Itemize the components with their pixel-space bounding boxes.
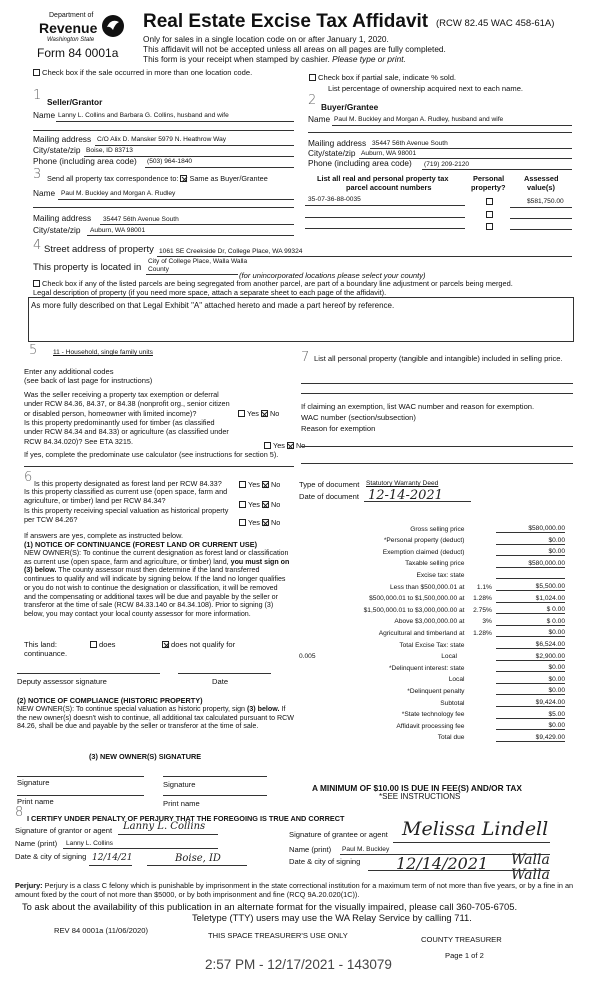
calc-value[interactable]: $0.00 [496, 718, 565, 730]
note3-text: This form is your receipt when stamped by cashier. [143, 54, 330, 64]
notice-compliance-text [17, 705, 295, 731]
buyer-name-field[interactable]: Paul M. Buckley and Morgan A. Rudley, husband and wife [334, 116, 504, 123]
calc-rate [464, 567, 495, 579]
print-name-line-2 [163, 795, 267, 796]
n1-text-a: NEW OWNER(S): To continue the current designation as forest land or classification as current use (open space, farm and agriculture, or timber) land, [24, 549, 289, 566]
new-owner-signature-title: (3) NEW OWNER(S) SIGNATURE [89, 752, 202, 761]
reason-line-1 [301, 446, 573, 447]
calc-value[interactable]: $6,524.00 [496, 637, 565, 649]
print-name-label-2: Print name [163, 799, 200, 808]
calc-label: Agricultural and timberland at [378, 629, 465, 637]
calc-value[interactable]: $1,024.00 [496, 591, 565, 603]
section-4-number: 4 [33, 238, 42, 253]
n1-text-b: The county assessor must then determine if the land transferred continues to qualify and will indicate by signing below. If the land no longer qualifies or you do not wish to continue the designation or classification, it will be removed and the compensating or additional taxes will be due and payable by the seller or transferor at the time of sale (RCW 84.33.140 or 84.34.108). Prior to signing (3) below, you may contact your local county assessor for more information. [24, 566, 286, 618]
historic-yes-checkbox[interactable] [239, 519, 246, 526]
reason-label: Reason for exemption [301, 424, 376, 433]
calc-row [299, 707, 565, 719]
dept-of: Department of [49, 12, 94, 19]
calc-label: Less than $500,000.01 at [390, 583, 465, 591]
deputy-date-line [178, 673, 271, 674]
calc-label: Local [448, 676, 465, 684]
partial-sale-label: Check box if partial sale, indicate % sold. [318, 73, 457, 82]
buyer-mailing-line [370, 148, 572, 149]
parcel-value-line-2 [510, 218, 572, 219]
form-number: Form 84 0001a [37, 46, 119, 60]
calc-row [299, 695, 565, 707]
seller-name-field[interactable]: Lanny L. Collins and Barbara G. Collins, husband and wife [58, 112, 229, 119]
personal-property-line-2 [301, 393, 573, 394]
section-1-number: 1 [33, 88, 42, 103]
calc-value[interactable]: $0.00 [496, 660, 565, 672]
notice-compliance-title: (2) NOTICE OF COMPLIANCE (HISTORIC PROPERTY) [17, 696, 203, 705]
seller-city-field[interactable]: Boise, ID 83713 [86, 147, 133, 154]
county-treasurer: COUNTY TREASURER [421, 935, 502, 944]
same-as-buyer-label: Same as Buyer/Grantee [189, 174, 268, 183]
corr-name-field[interactable]: Paul M. Buckley and Morgan A. Rudley [61, 190, 176, 197]
calc-value[interactable]: $ 0.00 [496, 602, 565, 614]
current-use-no-label: No [270, 500, 281, 509]
parcel-personal-checkbox-2[interactable] [486, 211, 493, 218]
calc-rate [464, 707, 495, 719]
correspondence-label: Send all property tax correspondence to: [47, 174, 179, 183]
exemption-yes-label: Yes [247, 409, 259, 418]
calc-label: $500,000.01 to $1,500,000.00 at [369, 595, 465, 603]
exemption-no-label: No [269, 409, 280, 418]
section-5-number: 5 [29, 343, 38, 358]
assessed-heading-1: Assessed [524, 174, 559, 183]
n1-bold: you must sign on (3) below. [24, 557, 290, 575]
exemption-no-checkbox[interactable] [261, 410, 268, 417]
correspondence-row [47, 174, 268, 183]
does-qualify-checkbox[interactable] [90, 641, 97, 648]
personal-property-line-1 [301, 383, 573, 384]
parcel-personal-checkbox-3[interactable] [486, 223, 493, 230]
calc-label: Excise tax: state [416, 571, 465, 579]
calc-rate [464, 660, 495, 672]
grantee-name-field[interactable]: Paul M. Buckley [342, 846, 390, 853]
timber-yes-label: Yes [273, 441, 285, 450]
current-use-no-checkbox[interactable] [262, 501, 269, 508]
minimum-due-line: A MINIMUM OF $10.00 IS DUE IN FEE(S) AND/OR TAX [312, 783, 522, 793]
buyer-blank-line [308, 132, 572, 133]
this-land-label: This land: [24, 640, 57, 649]
city-field[interactable]: City of College Place, Walla Walla [148, 258, 248, 265]
grantor-date-line [89, 865, 132, 866]
calc-value[interactable]: $580,000.00 [496, 556, 565, 568]
grantor-date-field[interactable]: 12/14/21 [92, 853, 133, 863]
document-date-label: Date of document [299, 492, 359, 501]
calc-label: *Delinquent interest: state [388, 664, 465, 672]
calc-rate: 2.75% [473, 606, 492, 614]
calc-label: Total Excise Tax: state [399, 641, 465, 649]
grantor-signature[interactable]: Lanny L. Collins [123, 821, 206, 832]
calc-row [299, 625, 565, 637]
calc-value[interactable] [496, 567, 565, 579]
calc-rate: 1.1% [476, 583, 492, 591]
assessed-heading-2: value(s) [527, 183, 555, 192]
parcel-personal-checkbox-1[interactable] [486, 198, 493, 205]
dept-state: Washington State [47, 37, 95, 43]
does-not-qualify-checkbox[interactable] [162, 641, 169, 648]
does-not-option [162, 640, 235, 649]
calc-rate [464, 730, 495, 742]
perjury-notice [15, 881, 587, 899]
calc-row [299, 730, 565, 742]
located-label: This property is located in [33, 262, 142, 273]
calc-row [299, 556, 565, 568]
document-date-line [364, 501, 471, 502]
corr-city-line [87, 235, 294, 236]
segregated-row [33, 279, 513, 288]
calc-value[interactable]: $0.00 [496, 672, 565, 684]
calc-value[interactable]: $5.00 [496, 707, 565, 719]
corr-mailing-field[interactable]: 35447 56th Avenue South [103, 216, 179, 223]
note3-italic: Please type or print. [332, 54, 406, 64]
buyer-phone-field[interactable]: (719) 209-2120 [424, 161, 470, 168]
calc-rate [464, 637, 495, 649]
partial-sale-row [309, 73, 456, 82]
calc-row [299, 533, 565, 545]
buyer-name-label: Name [308, 114, 331, 124]
calc-row [299, 591, 565, 603]
multi-location-label: Check box if the sale occurred in more than one location code. [42, 68, 253, 77]
exemption-instructions: If claiming an exemption, list WAC number and reason for exemption. [301, 402, 535, 411]
buyer-phone-line [422, 169, 572, 170]
legal-box[interactable] [28, 297, 574, 342]
legal-text: As more fully described on that Legal Exhibit "A" attached hereto and made a part hereof by reference. [31, 301, 395, 310]
revision: REV 84 0001a (11/06/2020) [54, 926, 149, 935]
calc-value[interactable]: $9,429.00 [496, 730, 565, 742]
buyer-name-line [332, 125, 572, 126]
seller-mailing-label: Mailing address [33, 134, 92, 144]
seller-mailing-field[interactable]: C/O Alix D. Mansker 5979 N. Heathrow Way [97, 136, 227, 143]
exemption-question: Was the seller receiving a property tax exemption or deferral under RCW 84.36, 84.37, or 84.38 (nonprofit org., senior citizen or disabled person, homeowner with limited income)? [24, 390, 230, 418]
calc-rate [464, 718, 495, 730]
buyer-mailing-field[interactable]: 35447 56th Avenue South [372, 140, 448, 147]
calc-row [299, 544, 565, 556]
calc-value[interactable]: $2,900.00 [496, 649, 565, 661]
seller-name-line [56, 121, 294, 122]
historic-no-checkbox[interactable] [262, 519, 269, 526]
corr-name-label: Name [33, 188, 56, 198]
parcel-line-1 [305, 205, 465, 206]
document-type-label: Type of document [299, 480, 360, 489]
buyer-phone-label: Phone (including area code) [308, 158, 412, 168]
parcel-personal-3 [486, 222, 495, 231]
current-use-question: Is this property classified as current use (open space, farm and agriculture, or timber) land per RCW 84.34? [24, 487, 228, 505]
calc-label: Subtotal [440, 699, 465, 707]
calc-label: Local [441, 653, 457, 661]
calc-label-wrap [299, 649, 464, 661]
grantor-sig-label: Signature of grantor or agent [15, 826, 113, 835]
section-3-number: 3 [33, 167, 42, 182]
corr-city-field[interactable]: Auburn, WA 98001 [90, 227, 146, 234]
section-7-number: 7 [301, 350, 310, 365]
seller-phone-line [145, 167, 294, 168]
dor-logo [9, 8, 129, 64]
calc-rate [464, 695, 495, 707]
rcw-reference: (RCW 82.45 WAC 458-61A) [436, 18, 555, 29]
header-note-3 [143, 54, 406, 64]
county-field[interactable]: County [148, 266, 169, 273]
signature-label-2: Signature [163, 780, 196, 789]
document-date-field[interactable]: 12-14-2021 [368, 488, 443, 503]
print-name-line-1 [17, 795, 144, 796]
section-2-number: 2 [308, 93, 317, 108]
grantee-sig-line [393, 842, 550, 843]
current-use-yes-checkbox[interactable] [239, 501, 246, 508]
parcel-line-3 [305, 228, 465, 229]
multi-location-checkbox[interactable] [33, 69, 40, 76]
parcel-number-1[interactable]: 35-07-36-88-0035 [308, 196, 361, 203]
calc-label: Above $3,000,000.00 at [394, 618, 465, 626]
certify-heading: I CERTIFY UNDER PENALTY OF PERJURY THAT THE FOREGOING IS TRUE AND CORRECT [27, 814, 345, 823]
tax-calculation-table [299, 521, 565, 742]
unincorporated-note: (for unincorporated locations please select your county) [239, 271, 426, 280]
see-back-label: (see back of last page for instructions) [24, 376, 153, 385]
street-label: Street address of property [44, 244, 154, 255]
answers-instructions: If answers are yes, complete as instructed below. [24, 531, 183, 540]
see-instructions: *SEE INSTRUCTIONS [379, 792, 461, 801]
calc-label: $1,500,000.01 to $3,000,000.00 at [363, 606, 465, 614]
grantee-sig-label: Signature of grantee or agent [289, 830, 388, 839]
grantor-name-line [63, 848, 218, 849]
calc-value[interactable]: $ 0.00 [496, 614, 565, 626]
calc-value[interactable]: $0.00 [496, 683, 565, 695]
calc-label: *State technology fee [401, 711, 465, 719]
parcel-value-1[interactable]: $581,750.00 [527, 198, 564, 205]
header-note-2: This affidavit will not be accepted unless all areas on all pages are fully completed. [143, 44, 446, 54]
new-owner-sig-line-1 [17, 776, 144, 777]
historic-yes-label: Yes [248, 518, 260, 527]
seller-blank-line [33, 130, 294, 131]
land-use-code[interactable]: 11 - Household, single family units [53, 349, 153, 356]
washington-logo-icon [101, 14, 125, 38]
calc-rate: 1.28% [473, 595, 492, 603]
timber-no-label: No [295, 441, 306, 450]
parcel-line-2 [305, 217, 465, 218]
forest-question: Is this property designated as forest land per RCW 84.33? [34, 479, 222, 488]
calc-row [299, 614, 565, 626]
grantor-city-line [147, 865, 247, 866]
predominate-note: If yes, complete the predominate use calculator (see instructions for section 5). [24, 450, 279, 459]
personal-heading-1: Personal [473, 174, 505, 183]
n2-text-b: If the new owner(s) doesn't wish to continue, all additional tax calculated pursuant to RCW 84.26, shall be due and payable by the seller or transferor at the time of sale. [17, 705, 294, 731]
exemption-yes-checkbox[interactable] [238, 410, 245, 417]
calc-label: *Delinquent penalty [407, 687, 465, 695]
calc-label: Total due [437, 734, 465, 742]
timber-yes-checkbox[interactable] [264, 442, 271, 449]
buyer-city-label: City/state/zip [308, 148, 356, 158]
parcels-heading-1: List all real and personal property tax [317, 174, 449, 183]
does-option [90, 640, 115, 649]
historic-answer [239, 518, 280, 527]
forest-yes-label: Yes [248, 480, 260, 489]
deputy-sig-line [17, 673, 160, 674]
seller-city-label: City/state/zip [33, 145, 81, 155]
notice-continuance-title: (1) NOTICE OF CONTINUANCE (FOREST LAND OR CURRENT USE) [24, 540, 258, 549]
corr-blank-line [33, 207, 294, 208]
print-name-label-1: Print name [17, 797, 54, 806]
current-use-answer [239, 500, 280, 509]
tty-note: Teletype (TTY) users may use the WA Relay Service by calling 711. [192, 912, 472, 923]
list-percentage: List percentage of ownership acquired next to each name. [328, 84, 524, 93]
timber-question: Is this property predominantly used for timber (as classified under RCW 84.34 and 84.33) or agriculture (as classified under RCW 84.34.020)? See ETA 3215. [24, 418, 229, 446]
corr-mailing-label: Mailing address [33, 213, 92, 223]
seller-mailing-line [95, 145, 294, 146]
reason-line-2 [301, 463, 573, 464]
deputy-date-label: Date [212, 677, 229, 686]
signature-label-1: Signature [17, 778, 50, 787]
forest-answer [239, 480, 280, 489]
personal-property-question: List all personal property (tangible and intangible) included in selling price. [314, 354, 563, 363]
partial-sale-checkbox[interactable] [309, 74, 316, 81]
calc-rate: 0.005 [299, 653, 316, 661]
calc-spacer [464, 649, 495, 661]
grantor-city-field[interactable]: Boise, ID [175, 853, 221, 864]
forest-no-label: No [270, 480, 281, 489]
perjury-bold: Perjury: [15, 881, 43, 890]
notice-continuance-text [24, 549, 290, 619]
deputy-signature-label: Deputy assessor signature [17, 677, 107, 686]
does-not-qualify-label: does not qualify for [171, 640, 236, 649]
grantee-signature[interactable]: Melissa Lindell [402, 818, 549, 840]
grantee-city-field[interactable]: Walla Walla [511, 852, 550, 883]
seller-name-label: Name [33, 110, 56, 120]
calc-row [299, 637, 565, 649]
timber-answer [264, 441, 305, 450]
document-type-field[interactable]: Statutory Warranty Deed [366, 480, 439, 487]
calc-row [299, 672, 565, 684]
corr-mailing-line [100, 224, 294, 225]
calc-row [299, 579, 565, 591]
alternate-format-note: To ask about the availability of this publication in an alternate format for the visually impaired, please call 360-705-6705. [22, 901, 518, 912]
parcel-value-line-1 [510, 207, 572, 208]
n2-text-a: NEW OWNER(S): To continue special valuation as historic property, sign [17, 705, 246, 713]
current-use-yes-label: Yes [248, 500, 260, 509]
calc-value[interactable]: $580,000.00 [496, 521, 565, 533]
calc-label: Affidavit processing fee [396, 722, 465, 730]
calc-value[interactable]: $9,424.00 [496, 695, 565, 707]
recording-stamp: 2:57 PM - 12/17/2021 - 143079 [205, 957, 392, 972]
calc-value[interactable]: $0.00 [496, 533, 565, 545]
historic-no-label: No [270, 518, 281, 527]
section-6-number: 6 [24, 470, 33, 485]
calc-row [299, 718, 565, 730]
calc-label: Taxable selling price [405, 560, 465, 568]
calc-value[interactable]: $0.00 [496, 625, 565, 637]
enter-codes-label: Enter any additional codes [24, 367, 114, 376]
calc-rate [464, 521, 495, 533]
exemption-answer [238, 409, 279, 418]
buyer-city-field[interactable]: Auburn, WA 98001 [361, 150, 417, 157]
does-qualify-label: does [99, 640, 116, 649]
multi-location-row [33, 68, 252, 77]
new-owner-sig-line-2 [163, 776, 267, 777]
parcel-personal-1 [486, 197, 495, 206]
calc-row [299, 683, 565, 695]
segregated-checkbox[interactable] [33, 280, 40, 287]
calc-value[interactable]: $5,500.00 [496, 579, 565, 591]
grantee-date-line [368, 870, 550, 871]
calc-rate [464, 533, 495, 545]
calc-rate [464, 683, 495, 695]
treasurer-space: THIS SPACE TREASURER'S USE ONLY [208, 931, 348, 940]
calc-row [299, 660, 565, 672]
seller-phone-field[interactable]: (503) 964-1840 [147, 158, 193, 165]
street-field[interactable]: 1061 SE Creekside Dr, College Place, WA 99324 [159, 248, 303, 255]
forest-yes-checkbox[interactable] [239, 481, 246, 488]
page-number: Page 1 of 2 [445, 951, 484, 960]
seller-heading: Seller/Grantor [47, 97, 103, 107]
buyer-heading: Buyer/Grantee [321, 102, 379, 112]
forest-no-checkbox[interactable] [262, 481, 269, 488]
buyer-mailing-label: Mailing address [308, 138, 367, 148]
corr-city-label: City/state/zip [33, 225, 81, 235]
grantor-sig-line [118, 834, 218, 835]
page-title: Real Estate Excise Tax Affidavit [143, 11, 429, 32]
n2-bold: (3) below. [247, 705, 280, 713]
street-line [157, 256, 572, 257]
section-5-bottom-line [24, 466, 294, 467]
grantee-date-field[interactable]: 12/14/2021 [396, 854, 489, 873]
calc-row [299, 649, 565, 661]
grantor-date-label: Date & city of signing [15, 852, 87, 861]
personal-heading-2: property? [471, 183, 506, 192]
dept-revenue: Revenue [39, 20, 98, 36]
corr-name-line [58, 199, 294, 200]
legal-label: Legal description of property (if you need more space, attach a separate sheet to each page of the affidavit). [33, 288, 387, 297]
seller-phone-label: Phone (including area code) [33, 156, 137, 166]
county-line [146, 274, 238, 275]
perjury-text: Perjury is a class C felony which is punishable by imprisonment in the state correctional institution for a maximum term of not more than five years, or by a fine in an amount fixed by the court of not more than $5000, or by both imprisonment and fine (RCQ 9A.20.020(1C)). [15, 881, 574, 899]
wac-label: WAC number (section/subsection) [301, 413, 416, 422]
grantor-name-field[interactable]: Lanny L. Collins [66, 840, 113, 847]
section-8-number: 8 [15, 805, 24, 820]
calc-label: Gross selling price [410, 525, 465, 533]
calc-row [299, 567, 565, 579]
parcel-personal-2 [486, 210, 495, 219]
segregated-label: Check box if any of the listed parcels are being segregated from another parcel, are part of a boundary line adjustment or parcels being merged. [42, 279, 513, 288]
grantee-name-label: Name (print) [289, 845, 332, 854]
calc-rate: 3% [482, 618, 492, 626]
calc-value[interactable]: $0.00 [496, 544, 565, 556]
calc-row [299, 521, 565, 533]
same-as-buyer-checkbox[interactable] [180, 175, 187, 182]
continuance-label: continuance. [24, 649, 68, 658]
calc-rate [464, 672, 495, 684]
parcel-value-line-3 [510, 229, 572, 230]
calc-rate: 1.28% [473, 629, 492, 637]
historic-question: Is this property receiving special valuation as historical property per TCW 84.26? [24, 506, 229, 524]
timber-no-checkbox[interactable] [287, 442, 294, 449]
calc-row [299, 602, 565, 614]
calc-label: Exemption claimed (deduct) [382, 548, 465, 556]
grantor-name-label: Name (print) [15, 839, 58, 848]
calc-rate [464, 556, 495, 568]
calc-label: *Personal property (deduct) [383, 537, 465, 545]
calc-rate [464, 544, 495, 556]
parcels-heading-2: parcel account numbers [346, 183, 432, 192]
header-note-1: Only for sales in a single location code on or after January 1, 2020. [143, 34, 389, 44]
grantee-date-label: Date & city of signing [289, 857, 361, 866]
